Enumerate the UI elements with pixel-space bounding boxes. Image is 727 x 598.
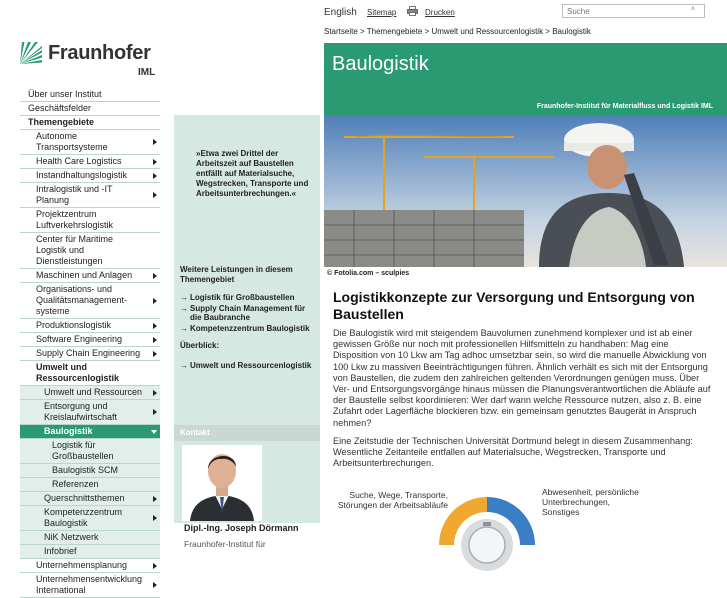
sidebar-item-label: Software Engineering: [36, 334, 123, 344]
sidebar-item-26[interactable]: [20, 573, 160, 598]
sidebar-item-25[interactable]: [20, 559, 160, 573]
chevron-right-icon: [153, 173, 157, 179]
sidebar-item-label: Querschnittsthemen: [44, 493, 125, 503]
chevron-right-icon: [153, 323, 157, 329]
sidebar-item-17[interactable]: [20, 425, 160, 439]
sidebar-item-label: Instandhaltungslogistik: [36, 170, 128, 180]
photo-credit: © Fotolia.com – sculpies: [327, 270, 410, 277]
article-paragraph-1: Die Baulogistik wird mit steigendem Bauvolumen zunehmend komplexer und ist ab einer gewissen Größe nur noch mit professionellen Hilfsmitteln zu handhaben: Mag eine Disposition von 10 Lkw am Tag adhoc umsetzbar sein, so wird die manuelle Abwicklung von 100 Lkw zu massiven Beeinträchtigungen führen. Ähnlich verhält es sich mit der Entsorgung von Baustellen, die zudem den zahlreichen geltenden Verordnungen genügen muss. Über Ver- und Entsorgungsvorgänge hinaus müssen die Planungsverantwortlichen die Abläufe auf der Baustelle selbst koordinieren: Wer darf wann welche Ressource nutzen, also z. B. eine Zufahrt oder Lagerfläche blockieren bzw. ein gemeinsam genutztes Baugerät in Anspruch nehmen?: [333, 328, 711, 428]
sidebar-item-21[interactable]: [20, 492, 160, 506]
sidebar-item-label: Maschinen und Anlagen: [36, 270, 133, 280]
sidebar-item-label: NiK Netzwerk: [44, 532, 99, 542]
contact-name: Dipl.-Ing. Joseph Dörmann: [184, 523, 299, 533]
breadcrumb[interactable]: Startseite > Themengebiete > Umwelt und Ressourcenlogistik > Baulogistik: [324, 27, 591, 36]
sidebar-item-24[interactable]: [20, 545, 160, 559]
sidebar-item-label: Unternehmensplanung: [36, 560, 128, 570]
sidebar-item-15[interactable]: [20, 386, 160, 400]
sidebar-item-6[interactable]: [20, 183, 160, 208]
chevron-right-icon: [153, 139, 157, 145]
sidebar-item-label: Infobrief: [44, 546, 77, 556]
language-link[interactable]: English: [324, 7, 357, 18]
sidebar-item-16[interactable]: [20, 400, 160, 425]
sidebar-item-label: Themengebiete: [28, 117, 95, 127]
chevron-right-icon: [153, 582, 157, 588]
sidebar-item-0[interactable]: [20, 88, 160, 102]
sidebar-nav: [20, 88, 160, 598]
sidebar-item-13[interactable]: [20, 347, 160, 361]
logo-institute: IML: [138, 67, 156, 78]
page-header: [324, 43, 727, 115]
chevron-right-icon: [153, 563, 157, 569]
sidebar-item-label: Referenzen: [52, 479, 99, 489]
sidebar-item-23[interactable]: [20, 531, 160, 545]
chevron-right-icon: [153, 159, 157, 165]
time-study-figure: [324, 480, 727, 545]
sidebar-item-label: Center für Maritime Logistik und Dienstleistungen: [36, 234, 114, 266]
sidebar-item-11[interactable]: [20, 319, 160, 333]
sidebar-item-label: Supply Chain Engineering: [36, 348, 141, 358]
services-heading: Weitere Leistungen in diesem Themengebiet: [180, 265, 293, 284]
printer-icon[interactable]: [407, 6, 418, 16]
logo-text: Fraunhofer: [48, 42, 151, 64]
sidebar-item-8[interactable]: [20, 233, 160, 269]
fraunhofer-logo[interactable]: [20, 42, 160, 88]
sidebar-item-4[interactable]: [20, 155, 160, 169]
service-link-grossbaustellen[interactable]: → Logistik für Großbaustellen: [180, 293, 314, 303]
sidebar-item-label: Entsorgung und Kreislaufwirtschaft: [44, 401, 118, 422]
figure-right-label: Abwesenheit, persönliche Unterbrechungen, Sonstiges: [542, 487, 639, 517]
sidebar-item-2[interactable]: [20, 116, 160, 130]
overview-link-umwelt[interactable]: → Umwelt und Ressourcenlogistik: [180, 361, 314, 371]
service-link-scm[interactable]: → Supply Chain Management für die Baubranche: [180, 304, 314, 323]
chevron-right-icon: [153, 298, 157, 304]
construction-photo: [324, 115, 727, 267]
sidebar-item-9[interactable]: [20, 269, 160, 283]
article-title: Logistikkonzepte zur Versorgung und Entsorgung von Baustellen: [333, 289, 695, 322]
sidebar-item-label: Unternehmensentwicklung International: [36, 574, 143, 595]
sidebar-item-18[interactable]: [20, 439, 160, 464]
sidebar-item-label: Über unser Institut: [28, 89, 102, 99]
sidebar-item-label: Umwelt und Ressourcenlogistik: [36, 362, 120, 383]
sidebar-item-22[interactable]: [20, 506, 160, 531]
sidebar-item-label: Projektzentrum Luftverkehrslogistik: [36, 209, 114, 230]
donut-chart-graphic: [432, 482, 542, 545]
sidebar-item-label: Kompetenzzentrum Baulogistik: [44, 507, 123, 528]
sidebar-item-7[interactable]: [20, 208, 160, 233]
search-input[interactable]: [562, 4, 705, 18]
top-bar: [0, 0, 727, 24]
search-arrow-icon[interactable]: ˄: [690, 6, 696, 13]
institute-subtitle: Fraunhofer-Institut für Materialfluss und Logistik IML: [536, 103, 713, 110]
sidebar-item-1[interactable]: [20, 102, 160, 116]
sidebar-item-label: Produktionslogistik: [36, 320, 112, 330]
chevron-right-icon: [153, 337, 157, 343]
sidebar-item-label: Umwelt und Ressourcen: [44, 387, 143, 397]
chevron-right-icon: [153, 496, 157, 502]
chevron-right-icon: [153, 409, 157, 415]
sidebar-item-3[interactable]: [20, 130, 160, 155]
chevron-right-icon: [153, 273, 157, 279]
service-link-kompetenzzentrum[interactable]: → Kompetenzzentrum Baulogistik: [180, 324, 314, 334]
sidebar-item-label: Health Care Logistics: [36, 156, 122, 166]
sidebar-item-label: Intralogistik und -IT Planung: [36, 184, 113, 205]
sidebar-item-5[interactable]: [20, 169, 160, 183]
sidebar-item-label: Geschäftsfelder: [28, 103, 92, 113]
page-title: Baulogistik: [332, 53, 429, 75]
quote-text: »Etwa zwei Drittel der Arbeitszeit auf Baustellen entfällt auf Materialsuche, Wegstrecken, Transporte und Arbeitsunterbrechungen.«: [196, 149, 309, 198]
sidebar-item-label: Baulogistik SCM: [52, 465, 119, 475]
chevron-right-icon: [153, 351, 157, 357]
sidebar-item-12[interactable]: [20, 333, 160, 347]
chevron-right-icon: [153, 390, 157, 396]
sidebar-item-14[interactable]: [20, 361, 160, 386]
contact-portrait: [182, 445, 262, 521]
sidebar-item-19[interactable]: [20, 464, 160, 478]
sidebar-item-label: Organisations- und Qualitätsmanagement-systeme: [36, 284, 128, 316]
fraunhofer-logo-mark-icon: [20, 42, 42, 64]
chevron-right-icon: [153, 192, 157, 198]
sidebar-item-label: Logistik für Großbaustellen: [52, 440, 114, 461]
article-paragraph-2: Eine Zeitstudie der Technischen Universität Dortmund belegt in diesem Zusammenhang: Wesentliche Zeitanteile entfallen auf Materialsuche, Wegstrecken, Transporte und Arbeitsunterbrechungen.: [333, 436, 693, 469]
sitemap-link[interactable]: Sitemap: [367, 8, 397, 17]
overview-heading: Überblick:: [180, 341, 220, 350]
contact-org: Fraunhofer-Institut für: [184, 539, 266, 549]
sidebar-item-20[interactable]: [20, 478, 160, 492]
chevron-right-icon: [153, 515, 157, 521]
sidebar-item-10[interactable]: [20, 283, 160, 319]
quote-box: [174, 115, 320, 239]
sidebar-item-label: Baulogistik: [44, 426, 93, 436]
chevron-down-icon: [151, 430, 157, 434]
print-link[interactable]: Drucken: [425, 8, 455, 17]
figure-left-label: Suche, Wege, Transporte, Störungen der Arbeitsabläufe: [337, 490, 448, 510]
kontakt-heading: Kontakt: [174, 425, 320, 441]
sidebar-item-label: Autonome Transportsysteme: [36, 131, 108, 152]
